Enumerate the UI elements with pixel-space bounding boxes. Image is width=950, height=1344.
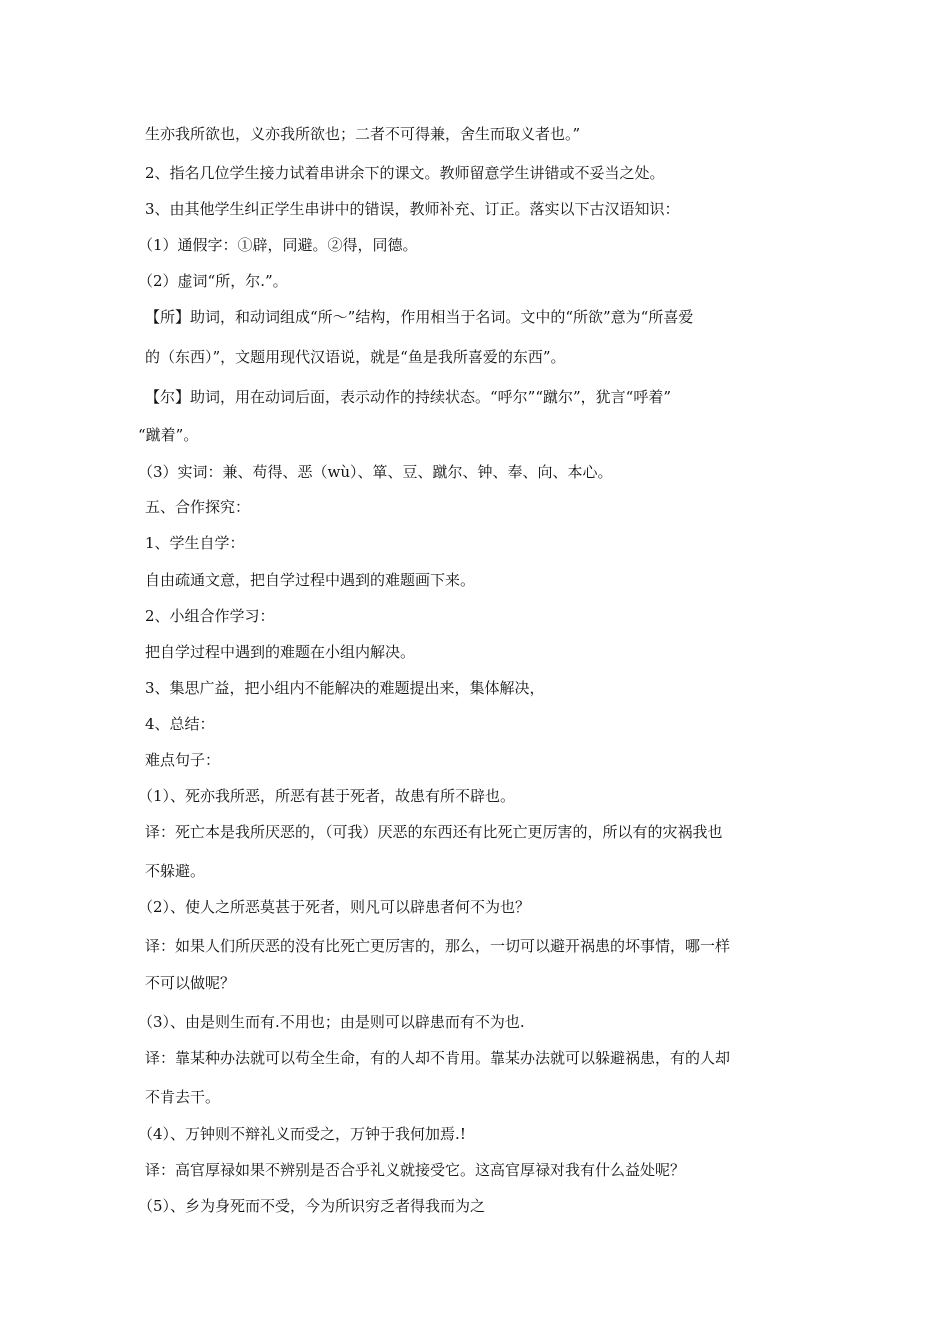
text-line: 的（东西）”，文题用现代汉语说，就是“鱼是我所喜爱的东西”。: [145, 348, 566, 366]
text-line: 把自学过程中遇到的难题在小组内解决。: [145, 643, 416, 661]
text-line: 2、指名几位学生接力试着串讲余下的课文。教师留意学生讲错或不妥当之处。: [145, 164, 665, 182]
text-line: 3、由其他学生纠正学生串讲中的错误，教师补充、订正。落实以下古汉语知识：: [145, 200, 680, 218]
text-line: （1）通假字：①辟，同避。②得，同德。: [138, 236, 418, 254]
text-line: 1、学生自学：: [145, 534, 245, 552]
text-line: 2、小组合作学习：: [145, 607, 275, 625]
text-line: 【尔】助词，用在动词后面，表示动作的持续状态。“呼尔”“蹴尔”，犹言“呼着”: [145, 388, 672, 406]
text-line: （3）、由是则生而有.不用也；由是则可以辟患而有不为也.: [138, 1013, 525, 1031]
text-line: （5）、乡为身死而不受，今为所识穷乏者得我而为之: [138, 1197, 486, 1215]
text-line: “蹴着”。: [138, 426, 199, 444]
text-line: 3、集思广益，把小组内不能解决的难题提出来，集体解决，: [145, 679, 545, 697]
text-line: （2）、使人之所恶莫甚于死者，则凡可以辟患者何不为也？: [138, 898, 531, 916]
text-line: 译：死亡本是我所厌恶的，（可我）厌恶的东西还有比死亡更厉害的，所以有的灾祸我也: [145, 823, 723, 841]
text-line: 不可以做呢？: [145, 974, 236, 992]
text-line: （4）、万钟则不辩礼义而受之，万钟于我何加焉.!: [138, 1125, 466, 1143]
text-line: 自由疏通文意，把自学过程中遇到的难题画下来。: [145, 571, 476, 589]
text-line: 译：高官厚禄如果不辨别是否合乎礼义就接受它。这高官厚禄对我有什么益处呢？: [145, 1161, 686, 1179]
text-line: 译：如果人们所厌恶的没有比死亡更厉害的，那么，一切可以避开祸患的坏事情，哪一样: [145, 937, 731, 955]
text-line: 生亦我所欲也，义亦我所欲也；二者不可得兼，舍生而取义者也。”: [145, 125, 581, 143]
text-line: 不肯去干。: [145, 1088, 221, 1106]
text-line: 4、总结：: [145, 715, 215, 733]
text-line: （3）实词：兼、苟得、恶（wù）、箪、豆、蹴尔、钟、奉、向、本心。: [138, 463, 613, 481]
text-line: 译：靠某种办法就可以苟全生命，有的人却不肯用。靠某办法就可以躲避祸患，有的人却: [145, 1049, 731, 1067]
text-line: （2）虚词“所，尔.”。: [138, 272, 288, 290]
text-line: 难点句子：: [145, 751, 221, 769]
text-line: 五、合作探究：: [145, 498, 251, 516]
text-line: 不躲避。: [145, 862, 206, 880]
text-line: （1）、死亦我所恶，所恶有甚于死者，故患有所不辟也。: [138, 787, 516, 805]
text-line: 【所】助词，和动词组成“所～”结构，作用相当于名词。文中的“所欲”意为“所喜爱: [145, 308, 694, 326]
